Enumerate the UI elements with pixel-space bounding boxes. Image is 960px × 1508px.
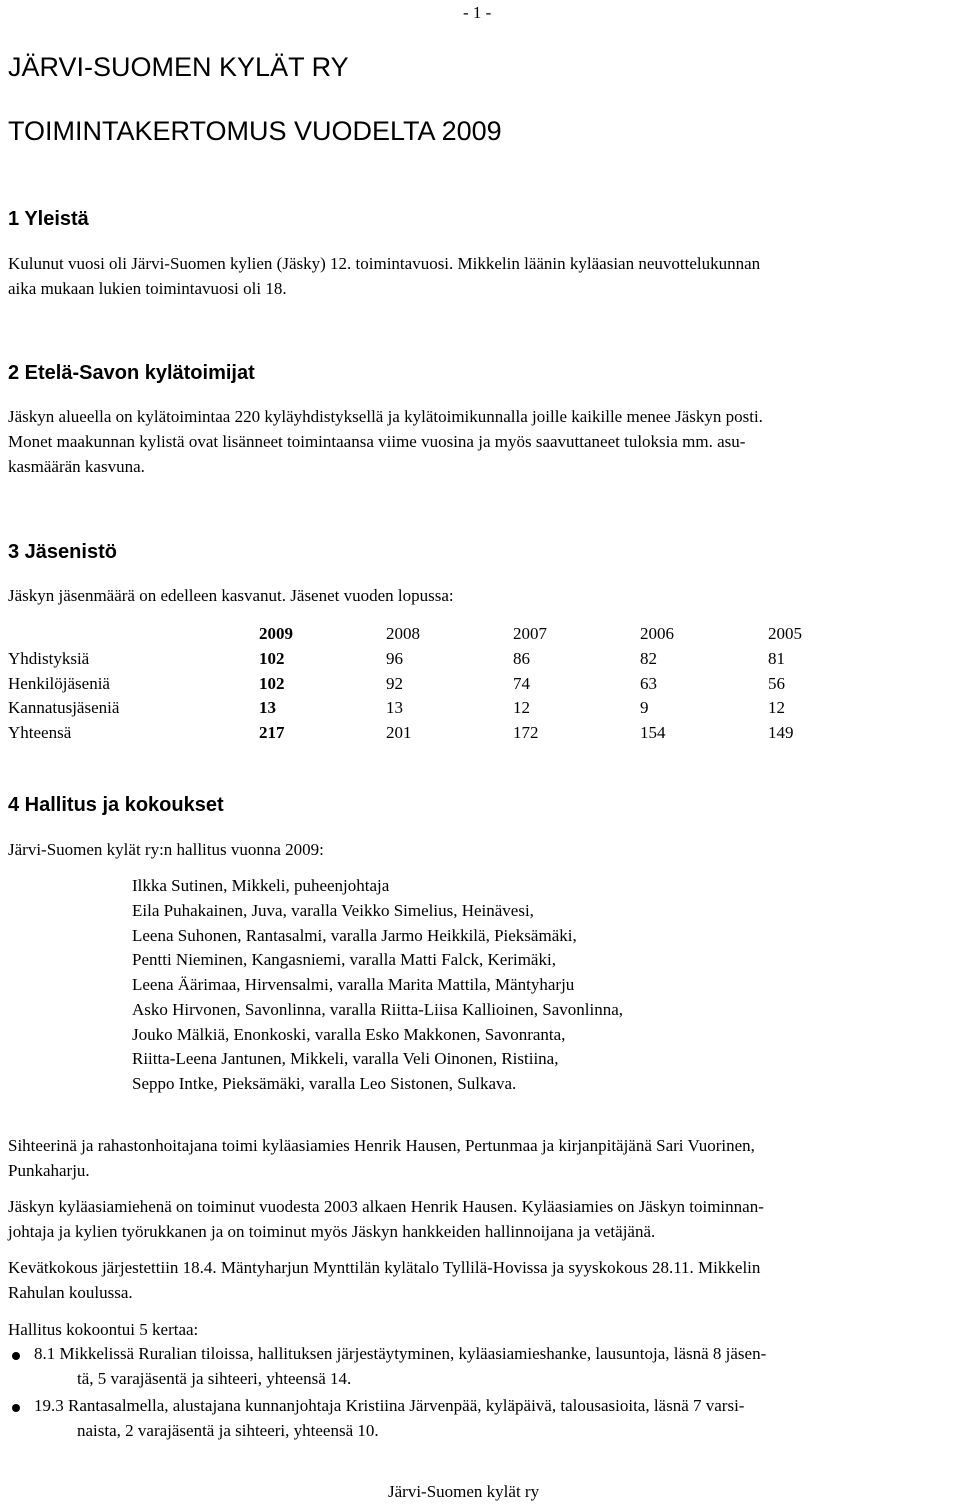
table-cell: 12	[768, 698, 785, 717]
secretary-paragraph-line: Punkaharju.	[8, 1161, 90, 1180]
section-1-heading: 1 Yleistä	[8, 208, 89, 230]
meetings-paragraph-line: Kevätkokous järjestettiin 18.4. Mäntyharjun Mynttilän kylätalo Tyllilä-Hovissa ja syyskokous 28.11. Mikkelin	[8, 1258, 761, 1277]
table-row-label: Yhteensä	[8, 723, 72, 742]
table-cell: 149	[768, 723, 794, 742]
board-member: Eila Puhakainen, Juva, varalla Veikko Simelius, Heinävesi,	[132, 901, 534, 920]
meetings-paragraph-line: Rahulan koulussa.	[8, 1283, 133, 1302]
board-member: Ilkka Sutinen, Mikkeli, puheenjohtaja	[132, 876, 390, 895]
section-2-line: Jäskyn alueella on kylätoimintaa 220 kyläyhdistyksellä ja kylätoimikunnalla joille kaikille menee Jäskyn posti.	[8, 407, 763, 426]
table-cell: 13	[259, 698, 276, 717]
report-title: TOIMINTAKERTOMUS VUODELTA 2009	[8, 116, 502, 146]
section-1-line: Kulunut vuosi oli Järvi-Suomen kylien (Jäsky) 12. toimintavuosi. Mikkelin läänin kyläasian neuvottelukunnan	[8, 254, 761, 273]
table-row-label: Yhdistyksiä	[8, 649, 90, 668]
year-header: 2009	[259, 624, 293, 643]
secretary-paragraph-line: Sihteerinä ja rahastonhoitajana toimi kyläasiamies Henrik Hausen, Pertunmaa ja kirjanpitäjänä Sari Vuorinen,	[8, 1136, 755, 1155]
board-meetings-intro: Hallitus kokoontui 5 kertaa:	[8, 1320, 199, 1339]
village-agent-paragraph-line: johtaja ja kylien työrukkanen ja on toiminut myös Jäskyn hankkeiden hallinnoijana ja vetäjänä.	[8, 1222, 656, 1241]
list-item: 8.1 Mikkelissä Ruralian tiloissa, hallituksen järjestäytyminen, kyläasiamieshanke, lausuntoja, läsnä 8 jäsen-	[34, 1344, 767, 1363]
page-number: - 1 -	[463, 3, 492, 22]
table-cell: 12	[513, 698, 530, 717]
table-cell: 172	[513, 723, 539, 742]
board-member: Leena Suhonen, Rantasalmi, varalla Jarmo Heikkilä, Pieksämäki,	[132, 926, 577, 945]
table-cell: 81	[768, 649, 785, 668]
table-cell: 201	[386, 723, 412, 742]
board-member: Riitta-Leena Jantunen, Mikkeli, varalla Veli Oinonen, Ristiina,	[132, 1049, 559, 1068]
year-header: 2007	[513, 624, 547, 643]
section-2-line: Monet maakunnan kylistä ovat lisänneet toimintaansa viime vuosina ja myös saavuttaneet tuloksia mm. asu-	[8, 432, 746, 451]
table-cell: 154	[640, 723, 666, 742]
list-item: tä, 5 varajäsentä ja sihteeri, yhteensä 14.	[77, 1369, 352, 1388]
year-header: 2005	[768, 624, 802, 643]
org-title: JÄRVI-SUOMEN KYLÄT RY	[8, 52, 349, 82]
section-2-line: kasmäärän kasvuna.	[8, 457, 145, 476]
board-member: Leena Äärimaa, Hirvensalmi, varalla Marita Mattila, Mäntyharju	[132, 975, 575, 994]
table-cell: 13	[386, 698, 403, 717]
table-row-label: Henkilöjäseniä	[8, 674, 110, 693]
board-member: Seppo Intke, Pieksämäki, varalla Leo Sistonen, Sulkava.	[132, 1074, 517, 1093]
table-cell: 92	[386, 674, 403, 693]
table-cell: 56	[768, 674, 785, 693]
table-cell: 102	[259, 649, 285, 668]
section-2-heading: 2 Etelä-Savon kylätoimijat	[8, 362, 255, 384]
board-member: Pentti Nieminen, Kangasniemi, varalla Matti Falck, Kerimäki,	[132, 950, 556, 969]
table-cell: 102	[259, 674, 285, 693]
table-cell: 96	[386, 649, 403, 668]
table-cell: 82	[640, 649, 657, 668]
table-row-label: Kannatusjäseniä	[8, 698, 120, 717]
year-header: 2006	[640, 624, 674, 643]
section-4-heading: 4 Hallitus ja kokoukset	[8, 794, 224, 816]
list-item: 19.3 Rantasalmella, alustajana kunnanjohtaja Kristiina Järvenpää, kyläpäivä, talousasioita, läsnä 7 varsi-	[34, 1396, 745, 1415]
table-cell: 217	[259, 723, 285, 742]
bullet-icon	[12, 1404, 20, 1412]
table-cell: 63	[640, 674, 657, 693]
board-member: Jouko Mälkiä, Enonkoski, varalla Esko Makkonen, Savonranta,	[132, 1025, 566, 1044]
table-cell: 86	[513, 649, 530, 668]
page-footer: Järvi-Suomen kylät ry	[388, 1482, 540, 1501]
table-cell: 74	[513, 674, 530, 693]
section-3-heading: 3 Jäsenistö	[8, 541, 117, 563]
year-header: 2008	[386, 624, 420, 643]
section-1-line: aika mukaan lukien toimintavuosi oli 18.	[8, 279, 287, 298]
village-agent-paragraph-line: Jäskyn kyläasiamiehenä on toiminut vuodesta 2003 alkaen Henrik Hausen. Kyläasiamies on Jäskyn toiminnan-	[8, 1197, 764, 1216]
list-item: naista, 2 varajäsentä ja sihteeri, yhteensä 10.	[77, 1421, 379, 1440]
table-cell: 9	[640, 698, 649, 717]
bullet-icon	[12, 1352, 20, 1360]
members-intro: Jäskyn jäsenmäärä on edelleen kasvanut. Jäsenet vuoden lopussa:	[8, 586, 454, 605]
board-member: Asko Hirvonen, Savonlinna, varalla Riitta-Liisa Kallioinen, Savonlinna,	[132, 1000, 624, 1019]
board-intro: Järvi-Suomen kylät ry:n hallitus vuonna 2009:	[8, 840, 324, 859]
